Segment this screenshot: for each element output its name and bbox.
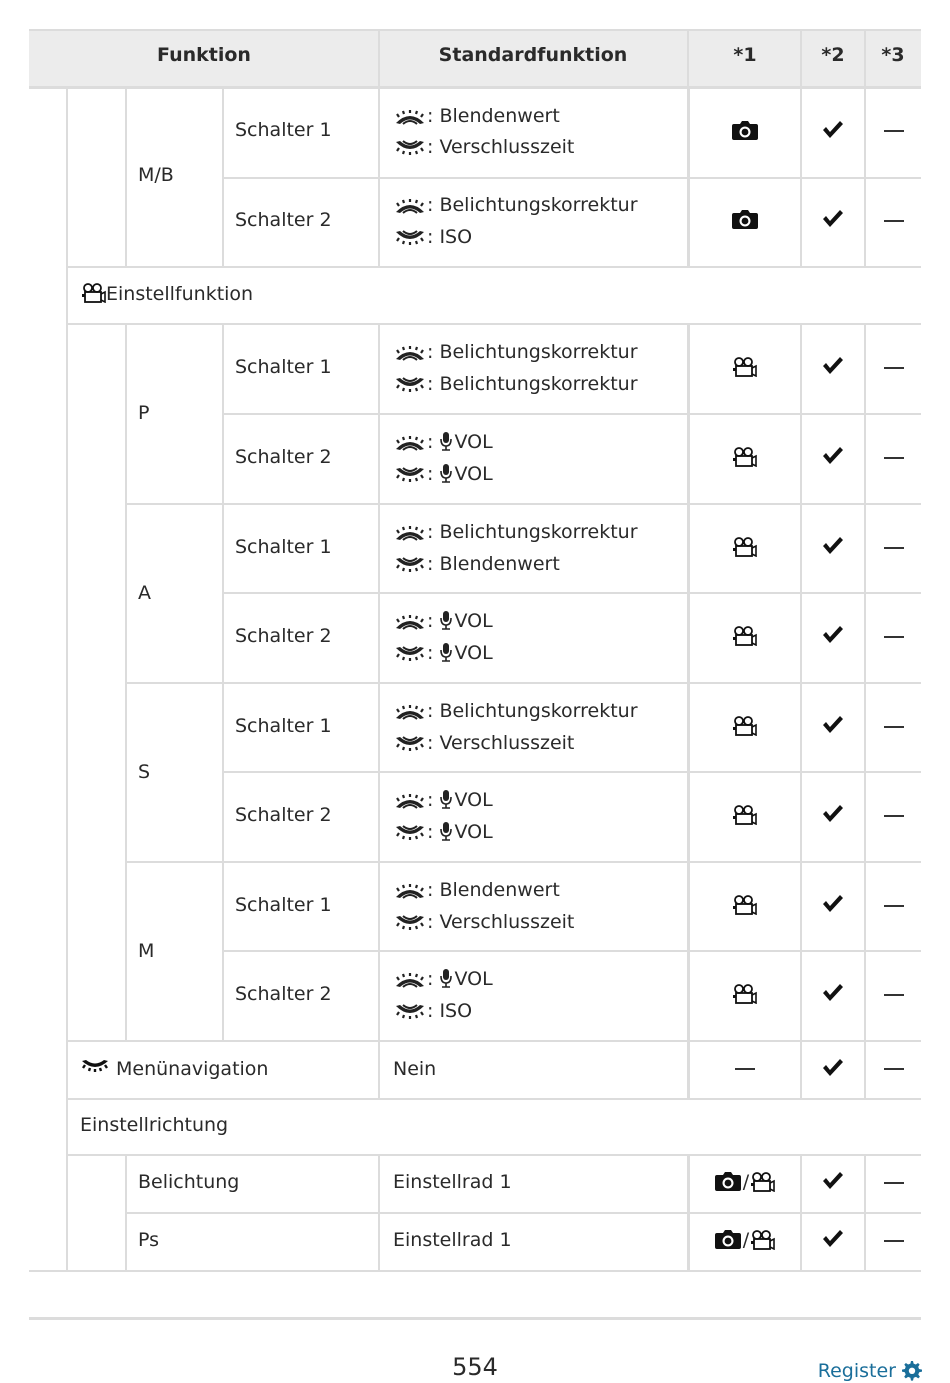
movie-icon — [733, 895, 757, 915]
direction-name: Belichtung — [138, 1171, 240, 1193]
col3-cell — [866, 130, 921, 132]
front-dial-icon — [395, 793, 425, 809]
col1-cell — [690, 714, 800, 738]
rear-dial-setting — [395, 553, 560, 575]
microphone-icon — [439, 790, 453, 809]
col2-cell — [802, 981, 864, 1005]
col2-cell — [802, 354, 864, 378]
row-divider — [66, 323, 921, 325]
col-divider — [378, 89, 380, 266]
header-col-2: *2 — [821, 44, 845, 66]
row-divider — [66, 266, 921, 268]
col3-cell — [866, 1240, 921, 1242]
microphone-icon — [439, 969, 453, 988]
front-dial-value: Belichtungskorrektur — [439, 700, 638, 722]
dial-colon: : — [427, 105, 434, 127]
dial-colon: : — [427, 821, 434, 843]
col1-cell — [690, 1068, 800, 1070]
col2-cell — [802, 713, 864, 737]
col2-cell — [802, 802, 864, 826]
movie-icon — [733, 626, 757, 646]
front-dial-value: VOL — [454, 610, 493, 632]
col-divider — [800, 89, 802, 266]
check-icon — [822, 625, 844, 645]
col-divider — [222, 325, 224, 1040]
switch-label: Schalter 1 — [235, 356, 332, 378]
header-funktion: Funktion — [157, 44, 251, 66]
rear-dial-value: ISO — [439, 226, 473, 248]
mode-label-s: S — [138, 761, 151, 783]
col2-cell — [802, 444, 864, 468]
rear-dial-value: Verschlusszeit — [439, 911, 575, 933]
rear-dial-setting — [395, 732, 574, 754]
rear-dial-icon — [395, 915, 425, 931]
check-icon — [822, 983, 844, 1003]
register-label[interactable]: Register — [817, 1360, 896, 1382]
front-dial-value: VOL — [454, 968, 493, 990]
dash-icon — [884, 547, 904, 549]
direction-name: Ps — [138, 1229, 160, 1251]
switch-label: Schalter 1 — [235, 894, 332, 916]
dial-colon: : — [427, 373, 434, 395]
dial-colon: : — [427, 136, 434, 158]
dash-icon — [884, 457, 904, 459]
col2-cell — [802, 534, 864, 558]
col3-cell — [866, 1182, 921, 1184]
menu-dial-icon — [82, 1059, 108, 1073]
direction-value: Einstellrad 1 — [393, 1171, 512, 1193]
microphone-icon — [439, 432, 453, 451]
rear-dial-setting — [395, 821, 493, 843]
dash-icon — [884, 994, 904, 996]
row-divider — [222, 413, 921, 415]
slash: / — [742, 1171, 750, 1193]
movie-icon — [82, 283, 106, 303]
rear-dial-value: Blendenwert — [439, 553, 560, 575]
col1-cell — [690, 208, 800, 232]
col1-cell — [690, 803, 800, 827]
check-icon — [822, 894, 844, 914]
front-dial-setting — [395, 341, 638, 363]
col-divider — [125, 89, 127, 266]
check-icon — [822, 209, 844, 229]
register-link[interactable] — [818, 1360, 922, 1382]
dial-colon: : — [427, 968, 434, 990]
front-dial-value: Belichtungskorrektur — [439, 194, 638, 216]
front-dial-setting — [395, 431, 493, 453]
rear-dial-value: VOL — [454, 821, 493, 843]
rear-dial-value: ISO — [439, 1000, 473, 1022]
movie-icon — [751, 1230, 775, 1250]
dash-icon — [884, 636, 904, 638]
switch-label: Schalter 1 — [235, 715, 332, 737]
rear-dial-icon — [395, 1004, 425, 1020]
col-divider — [125, 325, 127, 1040]
col3-cell — [866, 1068, 921, 1070]
row-divider — [222, 177, 921, 179]
front-dial-setting — [395, 105, 560, 127]
dash-icon — [884, 220, 904, 222]
switch-label: Schalter 2 — [235, 446, 332, 468]
dash-icon — [884, 1182, 904, 1184]
col-divider — [687, 325, 690, 1040]
microphone-icon — [439, 611, 453, 630]
switch-label: Schalter 2 — [235, 625, 332, 647]
movie-icon — [751, 1172, 775, 1192]
movie-icon — [733, 447, 757, 467]
front-dial-setting — [395, 610, 493, 632]
dash-icon — [884, 130, 904, 132]
check-icon — [822, 356, 844, 376]
dash-icon — [735, 1068, 755, 1070]
direction-value: Einstellrad 1 — [393, 1229, 512, 1251]
col-divider — [864, 1156, 866, 1272]
menu-navigation-label — [82, 1058, 268, 1080]
dial-colon: : — [427, 610, 434, 632]
front-dial-setting — [395, 789, 493, 811]
dial-colon: : — [427, 431, 434, 453]
dash-icon — [884, 726, 904, 728]
col1-cell — [690, 535, 800, 559]
check-icon — [822, 715, 844, 735]
col1-cell — [690, 355, 800, 379]
col2-cell — [802, 1169, 864, 1193]
front-dial-icon — [395, 614, 425, 630]
col-divider — [687, 1042, 690, 1098]
header-standardfunktion: Standardfunktion — [438, 44, 628, 66]
rear-dial-value: VOL — [454, 642, 493, 664]
front-dial-value: VOL — [454, 431, 493, 453]
mode-label-a: A — [138, 582, 151, 604]
slash: / — [742, 1229, 750, 1251]
rear-dial-setting — [395, 1000, 472, 1022]
check-icon — [822, 536, 844, 556]
col3-cell — [866, 726, 921, 728]
footer-line — [29, 1317, 921, 1320]
col-divider — [66, 89, 68, 1272]
front-dial-icon — [395, 435, 425, 451]
col2-cell — [802, 623, 864, 647]
front-dial-value: VOL — [454, 789, 493, 811]
rear-dial-setting — [395, 226, 472, 248]
col2-cell — [802, 1056, 864, 1080]
col-divider — [864, 1042, 866, 1098]
col1-cell — [690, 119, 800, 143]
dial-colon: : — [427, 732, 434, 754]
front-dial-icon — [395, 198, 425, 214]
menu-navigation-text: Menünavigation — [116, 1058, 269, 1080]
rear-dial-icon — [395, 646, 425, 662]
row-divider — [222, 771, 921, 773]
section-label-einstellrichtung: Einstellrichtung — [80, 1114, 229, 1136]
row-divider — [66, 1154, 921, 1156]
dash-icon — [884, 815, 904, 817]
front-dial-value: Blendenwert — [439, 105, 560, 127]
col3-cell — [866, 815, 921, 817]
switch-label: Schalter 2 — [235, 209, 332, 231]
microphone-icon — [439, 464, 453, 483]
mode-label-mb: M/B — [138, 164, 174, 186]
col2-cell — [802, 207, 864, 231]
section-label-einstellfunktion — [82, 283, 253, 305]
rear-dial-value: Verschlusszeit — [439, 136, 575, 158]
rear-dial-value: VOL — [454, 463, 493, 485]
dash-icon — [884, 1240, 904, 1242]
dial-colon: : — [427, 194, 434, 216]
col-divider — [378, 1156, 380, 1272]
front-dial-setting — [395, 194, 638, 216]
row-divider — [66, 1040, 921, 1042]
dial-colon: : — [427, 521, 434, 543]
movie-icon — [733, 357, 757, 377]
table-bottom-line — [29, 1270, 921, 1272]
row-divider — [222, 950, 921, 952]
header-top-line — [29, 29, 921, 31]
row-divider — [222, 592, 921, 594]
rear-dial-setting — [395, 373, 638, 395]
row-divider — [66, 1098, 921, 1100]
col-divider — [800, 325, 802, 1040]
rear-dial-value: Belichtungskorrektur — [439, 373, 638, 395]
col3-cell — [866, 367, 921, 369]
rear-dial-icon — [395, 467, 425, 483]
dash-icon — [884, 1068, 904, 1070]
front-dial-value: Belichtungskorrektur — [439, 341, 638, 363]
page-number: 554 — [452, 1353, 498, 1381]
dash-icon — [884, 367, 904, 369]
col2-cell — [802, 118, 864, 142]
switch-label: Schalter 1 — [235, 536, 332, 558]
switch-label: Schalter 2 — [235, 804, 332, 826]
col-divider — [378, 29, 380, 86]
col1-cell — [690, 893, 800, 917]
front-dial-icon — [395, 972, 425, 988]
front-dial-icon — [395, 704, 425, 720]
movie-icon — [733, 984, 757, 1004]
dial-colon: : — [427, 789, 434, 811]
front-dial-icon — [395, 109, 425, 125]
mode-label-m: M — [138, 940, 155, 962]
camera-icon — [715, 1172, 741, 1192]
col2-cell — [802, 1227, 864, 1251]
dial-colon: : — [427, 911, 434, 933]
rear-dial-value: Verschlusszeit — [439, 732, 575, 754]
gear-icon[interactable] — [902, 1361, 922, 1381]
switch-label: Schalter 1 — [235, 119, 332, 141]
microphone-icon — [439, 643, 453, 662]
col-divider — [687, 89, 690, 266]
col3-cell — [866, 994, 921, 996]
col3-cell — [866, 636, 921, 638]
front-dial-setting — [395, 968, 493, 990]
rear-dial-icon — [395, 557, 425, 573]
col3-cell — [866, 457, 921, 459]
header-bottom-line — [29, 86, 921, 89]
rear-dial-icon — [395, 377, 425, 393]
header-col-3: *3 — [881, 44, 905, 66]
check-icon — [822, 1171, 844, 1191]
rear-dial-icon — [395, 736, 425, 752]
front-dial-setting — [395, 700, 638, 722]
col1-cell — [690, 445, 800, 469]
col-divider — [378, 1042, 380, 1098]
rear-dial-icon — [395, 230, 425, 246]
check-icon — [822, 1229, 844, 1249]
rear-dial-icon — [395, 825, 425, 841]
switch-label: Schalter 2 — [235, 983, 332, 1005]
col3-cell — [866, 547, 921, 549]
dial-colon: : — [427, 879, 434, 901]
col-divider — [800, 29, 802, 86]
movie-icon — [733, 716, 757, 736]
front-dial-icon — [395, 525, 425, 541]
col3-cell — [866, 220, 921, 222]
col2-cell — [802, 892, 864, 916]
dial-colon: : — [427, 226, 434, 248]
dial-colon: : — [427, 1000, 434, 1022]
col3-cell — [866, 905, 921, 907]
check-icon — [822, 446, 844, 466]
check-icon — [822, 804, 844, 824]
col1-cell — [690, 624, 800, 648]
section-label-text: Einstellfunktion — [106, 283, 254, 305]
movie-icon — [733, 537, 757, 557]
col-divider — [864, 325, 866, 1040]
col1-cell — [690, 1228, 800, 1252]
rear-dial-setting — [395, 911, 574, 933]
dial-colon: : — [427, 463, 434, 485]
check-icon — [822, 1058, 844, 1078]
camera-icon — [732, 210, 758, 230]
movie-icon — [733, 805, 757, 825]
col-divider — [222, 89, 224, 266]
dial-colon: : — [427, 553, 434, 575]
header-col-1: *1 — [733, 44, 757, 66]
rear-dial-setting — [395, 642, 493, 664]
check-icon — [822, 120, 844, 140]
dial-colon: : — [427, 700, 434, 722]
mode-label-p: P — [138, 402, 150, 424]
microphone-icon — [439, 822, 453, 841]
rear-dial-icon — [395, 140, 425, 156]
dial-colon: : — [427, 341, 434, 363]
col1-cell — [690, 1170, 800, 1194]
front-dial-setting — [395, 879, 560, 901]
col-divider — [378, 325, 380, 1040]
front-dial-icon — [395, 883, 425, 899]
dash-icon — [884, 905, 904, 907]
rear-dial-setting — [395, 463, 493, 485]
col-divider — [864, 29, 866, 86]
front-dial-icon — [395, 345, 425, 361]
col-divider — [687, 29, 689, 86]
front-dial-value: Blendenwert — [439, 879, 560, 901]
camera-icon — [715, 1230, 741, 1250]
camera-icon — [732, 121, 758, 141]
col1-cell — [690, 982, 800, 1006]
col-divider — [864, 89, 866, 266]
dial-colon: : — [427, 642, 434, 664]
front-dial-value: Belichtungskorrektur — [439, 521, 638, 543]
front-dial-setting — [395, 521, 638, 543]
menu-navigation-value: Nein — [393, 1058, 437, 1080]
col-divider — [125, 1156, 127, 1272]
rear-dial-setting — [395, 136, 574, 158]
